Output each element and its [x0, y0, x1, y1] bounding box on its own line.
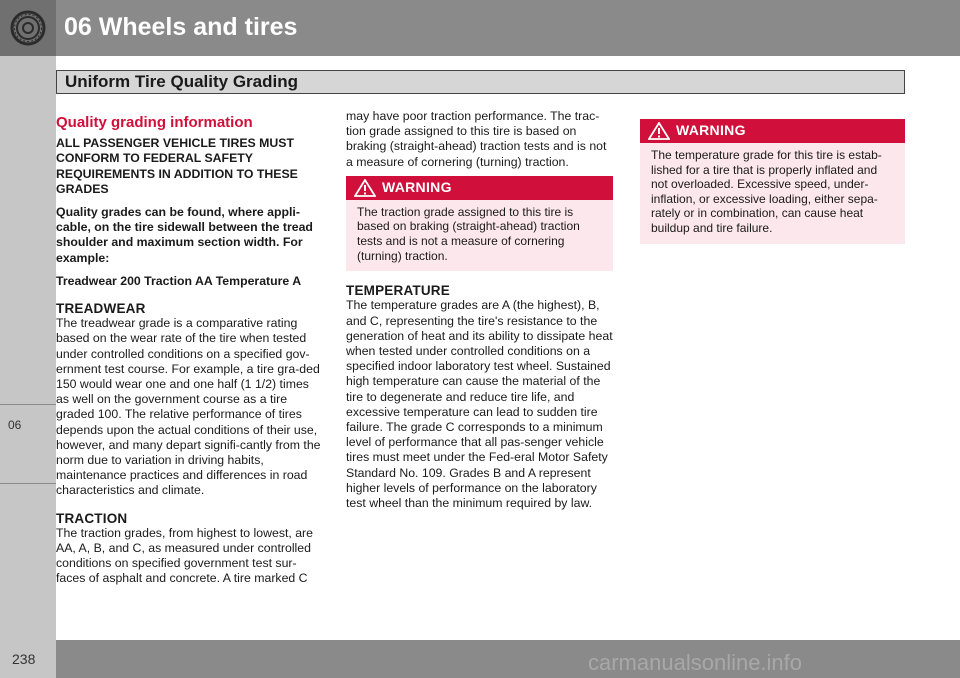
footer-bar — [56, 640, 960, 678]
warning-text: The traction grade assigned to this tire is based on braking (straight-ahead) traction tests and is not a measure of cornering (turning) traction. — [357, 204, 580, 263]
warning-text: The temperature grade for this tire is estab-lished for a tire that is properly inflated and not overloaded. Excessive speed, under-inflation, or excessive loading, either sepa-rately or in combination, can cause heat buildup and tire failure. — [651, 148, 882, 235]
section-title-box — [56, 70, 905, 94]
traction-continued-text: may have poor traction performance. The trac-tion grade assigned to this tire is based on braking (straight-ahead) traction tests and is not a measure of cornering (turning) traction. — [346, 109, 607, 169]
warning-triangle-icon — [648, 122, 670, 140]
watermark: carmanualsonline.info — [588, 650, 803, 675]
warning-header — [346, 176, 613, 200]
warning-triangle-icon — [354, 179, 376, 197]
column-1 — [56, 112, 321, 593]
tire-icon — [9, 9, 47, 47]
warning-header — [640, 119, 905, 143]
traction-warning-box — [346, 176, 613, 271]
grade-example-text: Treadwear 200 Traction AA Temperature A — [56, 273, 302, 288]
federal-requirements-text: ALL PASSENGER VEHICLE TIRES MUST CONFORM TO FEDERAL SAFETY REQUIREMENTS IN ADDITION TO THESE GRADES — [56, 136, 298, 196]
warning-label: WARNING — [382, 178, 452, 195]
page-number: 238 — [12, 651, 36, 667]
column-2 — [346, 109, 613, 517]
column-3 — [640, 115, 905, 254]
warning-label: WARNING — [676, 122, 746, 138]
temperature-warning-box — [640, 119, 905, 244]
temperature-text: The temperature grades are A (the highest), B, and C, representing the tire's resistance to the generation of heat and its ability to dissipate heat when tested under controlled conditions on a specified indoor laboratory test wheel. Sustained high temperature can cause the material of the tire to degenerate and reduce tire life, and excessive temperature can lead to sudden tire failure. The grade C corresponds to a minimum level of performance that all pas-senger vehicle tires must meet under the Fed-eral Motor Safety Standard No. 109. Grades B and A represent higher levels of performance on the laboratory test wheel than the minimum required by law. — [346, 298, 613, 511]
treadwear-text: The treadwear grade is a comparative rating based on the wear rate of the tire when tested under controlled conditions on a specified gov-ernment test course. For example, a tire gra-ded 150 would wear one and one half (1 1/2) times as well on the government course as a tire graded 100. The relative performance of tires depends upon the actual conditions of their use, however, and many depart signifi-cantly from the norm due to variation in driving habits, maintenance practices and differences in road characteristics and climate. — [56, 316, 321, 498]
chapter-title: 06 Wheels and tires — [64, 13, 298, 41]
header-icon-box — [0, 0, 56, 56]
chapter-tab-label: 06 — [8, 418, 22, 432]
section-title: Uniform Tire Quality Grading — [65, 72, 298, 91]
temperature-heading: TEMPERATURE — [346, 283, 450, 299]
traction-text: The traction grades, from highest to lowest, are AA, A, B, and C, as measured under controlled conditions on specified government test sur-faces of asphalt and concrete. A tire marked C — [56, 525, 313, 586]
quality-grades-location-text: Quality grades can be found, where appli-cable, on the tire sidewall between the tread shoulder and maximum section width. For example: — [56, 205, 313, 265]
traction-heading: TRACTION — [56, 510, 128, 526]
treadwear-heading: TREADWEAR — [56, 301, 146, 317]
chapter-tab — [0, 404, 56, 484]
header-bar — [0, 0, 960, 56]
quality-grading-heading: Quality grading information — [56, 114, 253, 131]
left-rail — [0, 0, 56, 678]
